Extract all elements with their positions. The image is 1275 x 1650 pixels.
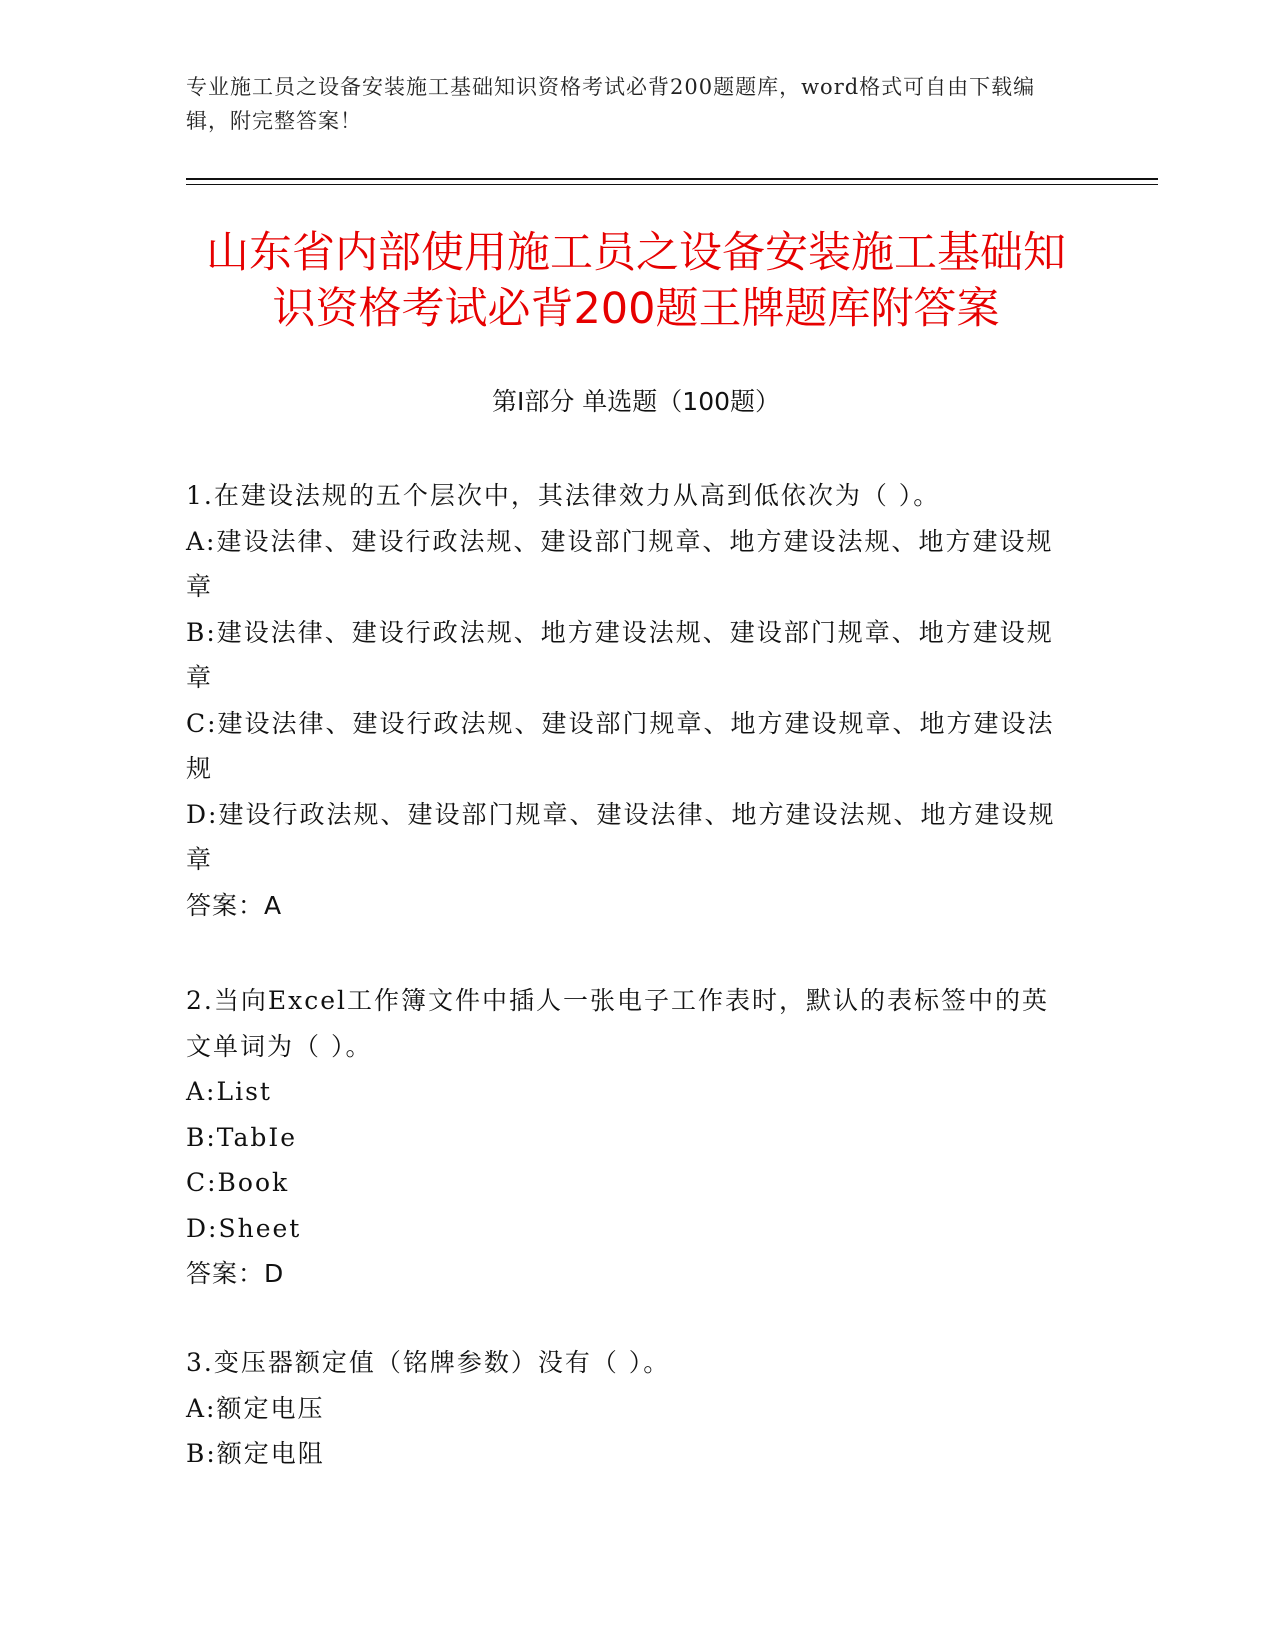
option-a: A:建设法律、建设行政法规、建设部门规章、地方建设法规、地方建设规章 [186,526,1054,601]
option-a: A:额定电压 [186,1393,325,1423]
question-block [186,978,1066,1297]
question-stem: 1.在建设法规的五个层次中，其法律效力从高到低依次为（ ）。 [186,481,941,510]
page-header-note: 专业施工员之设备安装施工基础知识资格考试必背200题题库，word格式可自由下载编辑，附完整答案！ [186,75,1036,133]
option-d: D:建设行政法规、建设部门规章、建设法律、地方建设法规、地方建设规章 [186,799,1056,874]
option-b: B:建设法律、建设行政法规、地方建设法规、建设部门规章、地方建设规章 [186,617,1054,692]
option-d: D:Sheet [186,1213,302,1243]
option-c: C:建设法律、建设行政法规、建设部门规章、地方建设规章、地方建设法规 [186,708,1055,783]
header-rule-thick [186,178,1158,180]
option-b: B:TabIe [186,1122,298,1152]
header-rule-thin [186,184,1158,185]
question-block [186,473,1066,928]
document-title: 山东省内部使用施工员之设备安装施工基础知识资格考试必背200题王牌题库附答案 [206,228,1066,334]
answer-line: 答案：A [186,890,283,920]
question-block [186,1340,1066,1477]
section-title: 第Ⅰ部分 单选题（100题） [491,387,781,416]
question-stem: 2.当向Excel工作簿文件中插人一张电子工作表时，默认的表标签中的英文单词为（ ）。 [186,986,1049,1061]
question-stem: 3.变压器额定值（铭牌参数）没有（ ）。 [186,1348,671,1377]
option-a: A:List [186,1077,272,1106]
option-c: C:Book [186,1168,290,1197]
answer-line: 答案：D [186,1259,285,1288]
option-b: B:额定电阻 [186,1439,325,1468]
